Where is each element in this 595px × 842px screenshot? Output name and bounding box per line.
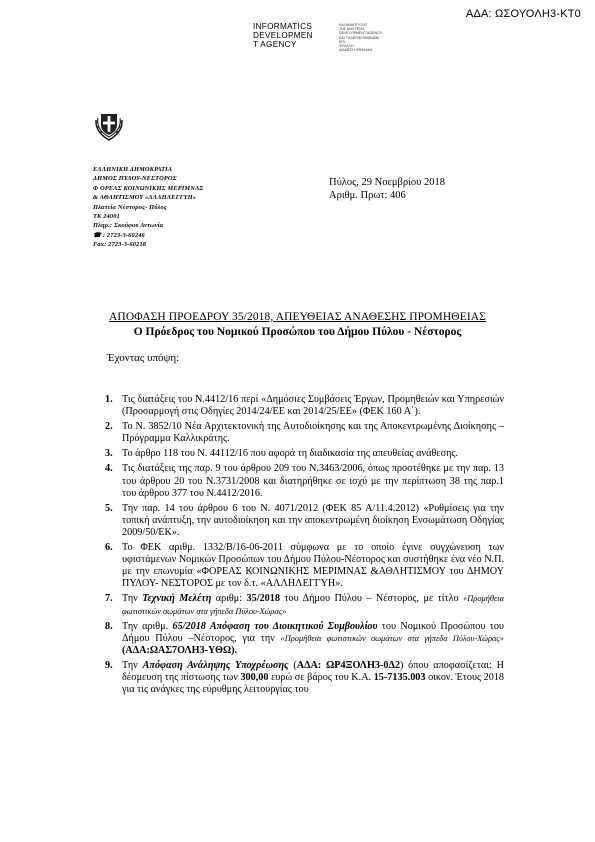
- list-item: [107, 542, 504, 590]
- item-text: [122, 621, 504, 656]
- text-segment: του Νομικού Προσώπου του Δήμου Πύλου –Νέστορος, για την: [122, 620, 504, 644]
- logo-fine-3: DEVELOPMENT AGENCY: [339, 31, 383, 36]
- amount: 300,00: [240, 671, 269, 683]
- logo-words: [253, 22, 313, 49]
- item-number: 5.: [105, 502, 113, 514]
- item-number: 4.: [105, 463, 113, 475]
- logo-word-3: T AGENCY: [253, 40, 297, 49]
- logo-fine-1: ΚΑΙ ΑΝΑΠΤΥΞΗΣ: [339, 23, 368, 27]
- issuer-block: [93, 165, 204, 250]
- item-text: Το ΦΕΚ αριθμ. 1332/Β/16-06-2011 σύμφωνα με το οποίο έγινε συγχώνευση των υφιστάμενων Νομικών Προσώπων του Δήμου Πύλου-Νέστορος και συστήθηκε ένα νέο Ν.Π. με την επωνυμία «ΦΟΡΕΑΣ ΚΟΙΝΩΝΙΚΗΣ ΜΕΡΙΜΝΑΣ &ΑΘΛΗΤΙΣΜΟΥ του ΔΗΜΟΥ ΠΥΛΟΥ- ΝΕΣΤΟΡΟΣ με τον δ.τ. «ΑΛΛΗΛΕΓΓΥΗ».: [122, 542, 504, 590]
- logo-fine-6: ΦΥΛΑΞΗ: [339, 44, 354, 49]
- item-text: Το άρθρο 118 του Ν. 44112/16 που αφορά τη διαδικασία της απευθείας ανάθεσης.: [122, 448, 458, 460]
- list-item: [107, 394, 504, 418]
- item-text: Τις διατάξεις του Ν.4412/16 περί «Δημόσιες Συμβάσεις Έργων, Προμηθειών και Υπηρεσιών (Προσαρμογή στις Οδηγίες 2014/24/ΕΕ και 2014/25/ΕΕ» (ΦΕΚ 160 Α΄).: [122, 394, 504, 418]
- org-line-republic: ΕΛΛΗΝΙΚΗ ΔΗΜΟΚΡΑΤΙΑ: [93, 166, 173, 173]
- text-segment: αριθμ:: [211, 593, 247, 605]
- board-decision-label: 65/2018 Απόφαση του Διοικητικού Συμβουλίου: [172, 620, 378, 632]
- logo-fine-print: [339, 23, 382, 52]
- project-title: «Προμήθεια φωτιστικών σωμάτων στα γήπεδα Πύλου-Χώρας»: [280, 633, 504, 643]
- item-number: 2.: [105, 421, 113, 433]
- budget-code: 15-7135.003: [373, 671, 426, 683]
- logo-fine-2: ΤΗΣ ΔΙΑΥΓΕΙΑΣ: [339, 27, 365, 32]
- ada-reference: ΑΔΑ: ΩΡ4ΞΟΛΗ3-0Δ2: [296, 659, 400, 671]
- text-segment: (: [288, 659, 297, 671]
- decision-title: ΑΠΟΦΑΣΗ ΠΡΟΕΔΡΟΥ 35/2018, ΑΠΕΥΘΕΙΑΣ ΑΝΑΘΕΣΗΣ ΠΡΟΜΗΘΕΙΑΣ: [109, 311, 486, 323]
- item-number: 1.: [105, 394, 113, 405]
- greek-coat-of-arms-icon: [93, 108, 125, 142]
- logo-fine-4: ΚΑΙ ΤΗΛΕΠΙΚΟΙΝΩΝΙΩΝ: [339, 35, 380, 40]
- org-line-phone: ☎ : 2723-3-60246: [93, 231, 145, 239]
- date-line: Πύλος, 29 Νοεμβρίου 2018: [329, 177, 446, 188]
- list-item: [107, 503, 504, 539]
- text-segment: οικον. Έτους 2018 για τις ανάγκες της εύρυθμης λειτουργίας του: [122, 671, 504, 696]
- list-item: [107, 621, 504, 657]
- logo-word-2: DEVELOPMEN: [253, 31, 313, 40]
- list-item: [107, 448, 504, 460]
- text-segment: ευρώ σε βάρος του Κ.Α.: [268, 671, 374, 683]
- org-line-fax: Fax: 2723-3-60218: [93, 241, 147, 249]
- item-text: [122, 660, 504, 695]
- text-segment: Την αριθμ.: [122, 620, 173, 632]
- technical-study-label: Τεχνική Μελέτη: [142, 593, 212, 605]
- org-line-address: Πλατεία Νέστορος- Πύλος: [93, 203, 167, 211]
- logo-fine-7: ΔΙΑΘΕΣΗ ΨΗΦΙΑΚΑ: [339, 48, 373, 53]
- org-line-municipality: ΔΗΜΟΣ ΠΥΛΟΥ-ΝΕΣΤΟΡΟΣ: [93, 175, 177, 183]
- list-item: [107, 593, 504, 617]
- date-block: [329, 176, 445, 202]
- item-number: 9.: [105, 659, 113, 671]
- item-text: Την παρ. 14 του άρθρου 6 του Ν. 4071/2012 (ΦΕΚ 85 Α/11.4.2012) «Ρυθμίσεις για την τοπική ανάπτυξη, την αυτοδιοίκηση και την αποκεντρωμένη διοίκηση Ενσωμάτωση Οδηγίας 2009/50/ΕΚ».: [122, 502, 504, 538]
- logo-fine-5: ΕΠΙ: [339, 39, 345, 44]
- item-number: 8.: [105, 620, 113, 632]
- decision-subtitle: Ο Πρόεδρος του Νομικού Προσώπου του Δήμου Πύλου - Νέστορος: [133, 326, 462, 338]
- text-segment: του Δήμου Πύλου – Νέστορος, με τίτλο: [279, 593, 464, 605]
- ada-reference: (ΑΔΑ:ΩΑΣ7ΟΛΗ3-ΥΘΩ).: [122, 644, 238, 656]
- protocol-number: Αριθμ. Πρωτ: 406: [329, 190, 406, 201]
- list-item: [107, 660, 504, 696]
- text-segment: Την: [122, 593, 143, 605]
- org-line-agency: Φ ΟΡΕΑΣ ΚΟΙΝΩΝΙΚΗΣ ΜΕΡΙΜΝΑΣ: [93, 184, 204, 192]
- commitment-decision-label: Απόφαση Ανάληψης Υποχρέωσης: [142, 659, 289, 671]
- item-text: [122, 593, 504, 616]
- item-number: 6.: [105, 542, 113, 554]
- org-line-contact: Πληρ.: Σκούφου Αντωνία: [93, 222, 164, 230]
- item-text: Τις διατάξεις της παρ. 9 του άρθρου 209 του Ν.3463/2006, όπως προστέθηκε με την παρ. 13 του άρθρου 20 του Ν.3731/2008 και διατηρήθηκε σε ισχύ με την περίπτωση 38 της παρ.1 του άρθρου 377 του Ν.4412/2016.: [122, 463, 504, 499]
- project-title: «Προμήθεια φωτιστικών σωμάτων στα γήπεδα Πύλου-Χώρας»: [122, 594, 505, 616]
- intro-text: Έχοντας υπόψη:: [107, 352, 180, 364]
- logo-word-1: INFORMATICS: [253, 22, 313, 31]
- diavgeia-logo: [253, 22, 393, 52]
- list-item: [107, 463, 504, 499]
- item-text: Το Ν. 3852/10 Νέα Αρχιτεκτονική της Αυτοδιοίκησης και της Αποκεντρωμένης Διοίκησης – Πρόγραμμα Καλλικράτης.: [122, 421, 504, 445]
- study-number: 35/2018: [246, 593, 280, 605]
- list-item: [107, 421, 504, 445]
- ada-code: ΑΔΑ: ΩΣΟΥΟΛΗ3-ΚΤ0: [465, 8, 581, 20]
- text-segment: ) όπου αποφασίζεται: Η δέσμευση της πίστωσης των: [122, 659, 504, 683]
- org-line-agency-2: & ΑΘΛΗΤΙΣΜΟΥ «ΑΛΛΗΛΕΓΓΥΗ»: [93, 194, 197, 202]
- considerations-list: [107, 394, 504, 699]
- item-number: 3.: [105, 448, 113, 460]
- org-line-postcode: ΤΚ 24001: [93, 213, 120, 221]
- text-segment: Την: [122, 659, 143, 671]
- item-number: 7.: [105, 593, 113, 605]
